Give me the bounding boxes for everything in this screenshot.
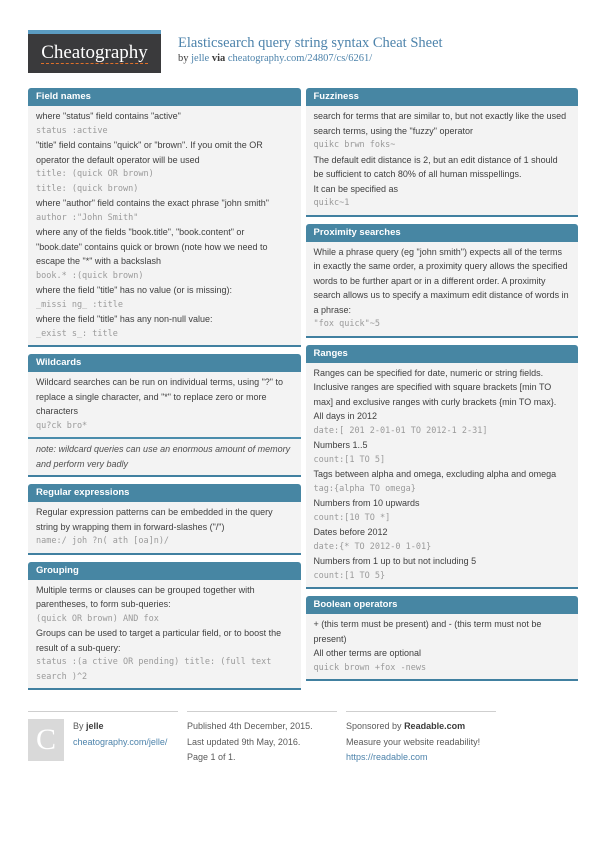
section-body — [28, 502, 301, 553]
section-body — [28, 106, 301, 345]
section-body — [306, 614, 579, 679]
cheatography-logo[interactable] — [28, 30, 161, 73]
text-row: Numbers from 10 upwards — [313, 498, 420, 508]
text-row: Groups can be used to target a particular field, or to boost the result of a sub-query: — [36, 628, 282, 653]
section-block — [28, 437, 301, 475]
byline-prefix: by — [178, 53, 189, 64]
footer-sponsor-column — [346, 711, 496, 766]
text-row: The default edit distance is 2, but an edit distance of 1 should be sufficient to catch 80% of all human misspellings. — [313, 154, 558, 179]
section-header-boolean-operators: Boolean operators — [306, 596, 579, 614]
code-row: status :(a ctive OR pending) title: (full text search )^2 — [36, 657, 277, 682]
section-block — [306, 106, 579, 215]
code-row: count:[1 TO 5] — [313, 454, 386, 465]
footer-author-block — [73, 719, 167, 766]
section-body — [306, 106, 579, 215]
published-date: Published 4th December, 2015. — [187, 721, 313, 731]
section-regular-expressions — [28, 484, 301, 555]
page-footer — [28, 711, 578, 766]
code-row: date:[ 201 2-01-01 TO 2012-1 2-31] — [313, 425, 488, 436]
sponsor-link[interactable]: https://readable.com — [346, 752, 428, 762]
section-header-wildcards: Wildcards — [28, 354, 301, 372]
footer-by-label: By — [73, 721, 84, 731]
code-row: count:[1 TO 5} — [313, 570, 386, 581]
section-body — [28, 372, 301, 475]
code-row: quikc brwn foks~ — [313, 140, 396, 150]
section-body — [306, 242, 579, 336]
code-row: name:/ joh ?n( ath [oa]n)/ — [36, 536, 170, 546]
page-number: Page 1 of 1. — [187, 752, 236, 762]
code-row: _exist s_: title — [36, 328, 118, 339]
column-1 — [28, 88, 301, 697]
text-row: where any of the fields "book.title", "book.content" or "book.date" contains quick or brown (note how we need to escape the "*" with a backslash — [36, 227, 268, 266]
code-row: book.* :(quick brown) — [36, 270, 144, 281]
section-header-fuzziness: Fuzziness — [306, 88, 579, 106]
via-label: via — [211, 53, 226, 64]
section-block — [28, 580, 301, 689]
text-row: where "author" field contains the exact phrase "john smith" — [36, 198, 269, 208]
sheet-url-link[interactable]: cheatography.com/24807/cs/6261/ — [227, 53, 373, 64]
section-block — [306, 614, 579, 679]
section-grouping — [28, 562, 301, 691]
cheatography-logo-text: Cheatography — [41, 42, 148, 63]
code-row: title: (quick brown) — [36, 183, 139, 194]
section-boolean-operators — [306, 596, 579, 681]
page-header — [28, 30, 578, 73]
page-title: Elasticsearch query string syntax Cheat Sheet — [178, 35, 443, 51]
cheatography-c-logo — [28, 719, 64, 761]
section-wildcards — [28, 354, 301, 477]
text-row: Tags between alpha and omega, excluding alpha and omega — [313, 469, 557, 479]
text-row: search for terms that are similar to, but not exactly like the used search terms, using the "fuzzy" operator — [313, 111, 567, 136]
section-block — [306, 242, 579, 336]
section-field-names — [28, 88, 301, 347]
text-row: where "status" field contains "active" — [36, 111, 181, 121]
code-row: _missi ng_ :title — [36, 299, 123, 310]
sponsor-tagline: Measure your website readability! — [346, 736, 481, 747]
text-row: "title" field contains "quick" or "brown". If you omit the OR operator the default operator will be used — [36, 140, 263, 165]
section-block — [28, 502, 301, 553]
section-ranges — [306, 345, 579, 590]
code-row: qu?ck bro* — [36, 420, 88, 431]
footer-author-name: jelle — [86, 721, 104, 731]
text-row: Regular expression patterns can be embedded in the query string by wrapping them in forward-slashes ("/") — [36, 507, 273, 532]
section-header-regular-expressions: Regular expressions — [28, 484, 301, 502]
text-row: Dates before 2012 — [313, 527, 388, 537]
code-row: title: (quick OR brown) — [36, 169, 154, 179]
code-row: date:{* TO 2012-0 1-01} — [313, 541, 432, 552]
text-row: While a phrase query (eg "john smith") expects all of the terms in exactly the same order, a proximity query allows the specified words to be further apart or in a different order. A proximity search allows us to specify a maximum edit distance of words in a phrase: — [313, 246, 569, 315]
c-logo-letter: C — [35, 723, 56, 756]
text-row: Ranges can be specified for date, numeric or string fields. Inclusive ranges are specified with square brackets [min TO max] and exclusive ranges with curly brackets {min TO max}. — [313, 367, 557, 407]
sponsor-name: Readable.com — [404, 721, 466, 731]
text-row: Numbers 1..5 — [313, 440, 368, 450]
sponsored-prefix: Sponsored by — [346, 721, 402, 731]
text-row: It can be specified as — [313, 183, 399, 194]
code-row: quick brown +fox -news — [313, 662, 427, 673]
column-2 — [306, 88, 579, 697]
updated-date: Last updated 9th May, 2016. — [187, 736, 301, 747]
text-row: All days in 2012 — [313, 411, 378, 421]
code-row: "fox quick"~5 — [313, 319, 381, 329]
code-row: status :active — [36, 125, 108, 136]
code-row: count:[10 TO *] — [313, 512, 391, 523]
section-body — [28, 580, 301, 689]
text-row: where the field "title" has any non-null value: — [36, 314, 213, 324]
footer-author-profile-link[interactable]: cheatography.com/jelle/ — [73, 736, 168, 747]
footer-meta-column — [187, 711, 337, 766]
text-row: Numbers from 1 up to but not including 5 — [313, 556, 477, 566]
header-text-group — [178, 30, 443, 66]
code-row: (quick OR brown) AND fox — [36, 613, 159, 624]
section-header-proximity-searches: Proximity searches — [306, 224, 579, 242]
text-row: + (this term must be present) and - (this term must not be present) — [313, 619, 542, 644]
byline — [178, 52, 443, 66]
section-proximity-searches — [306, 224, 579, 338]
note-row: note: wildcard queries can use an enormous amount of memory and perform very badly — [36, 444, 291, 469]
section-block — [28, 372, 301, 437]
code-row: author :"John Smith" — [36, 212, 139, 223]
columns-container — [28, 88, 578, 697]
text-row: Wildcard searches can be run on individual terms, using "?" to replace a single character, and "*" to replace zero or more characters — [36, 377, 284, 416]
section-header-ranges: Ranges — [306, 345, 579, 363]
section-block — [28, 106, 301, 345]
author-link[interactable]: jelle — [191, 53, 210, 64]
text-row: Multiple terms or clauses can be grouped together with parentheses, to form sub-queries: — [36, 584, 255, 609]
section-header-grouping: Grouping — [28, 562, 301, 580]
footer-author-column — [28, 711, 178, 766]
section-header-field-names: Field names — [28, 88, 301, 106]
section-fuzziness — [306, 88, 579, 217]
section-body — [306, 363, 579, 588]
code-row: tag:{alpha TO omega} — [313, 483, 416, 494]
text-row: All other terms are optional — [313, 648, 422, 658]
code-row: quikc~1 — [313, 198, 350, 208]
text-row: where the field "title" has no value (or is missing): — [36, 285, 232, 295]
section-block — [306, 363, 579, 588]
